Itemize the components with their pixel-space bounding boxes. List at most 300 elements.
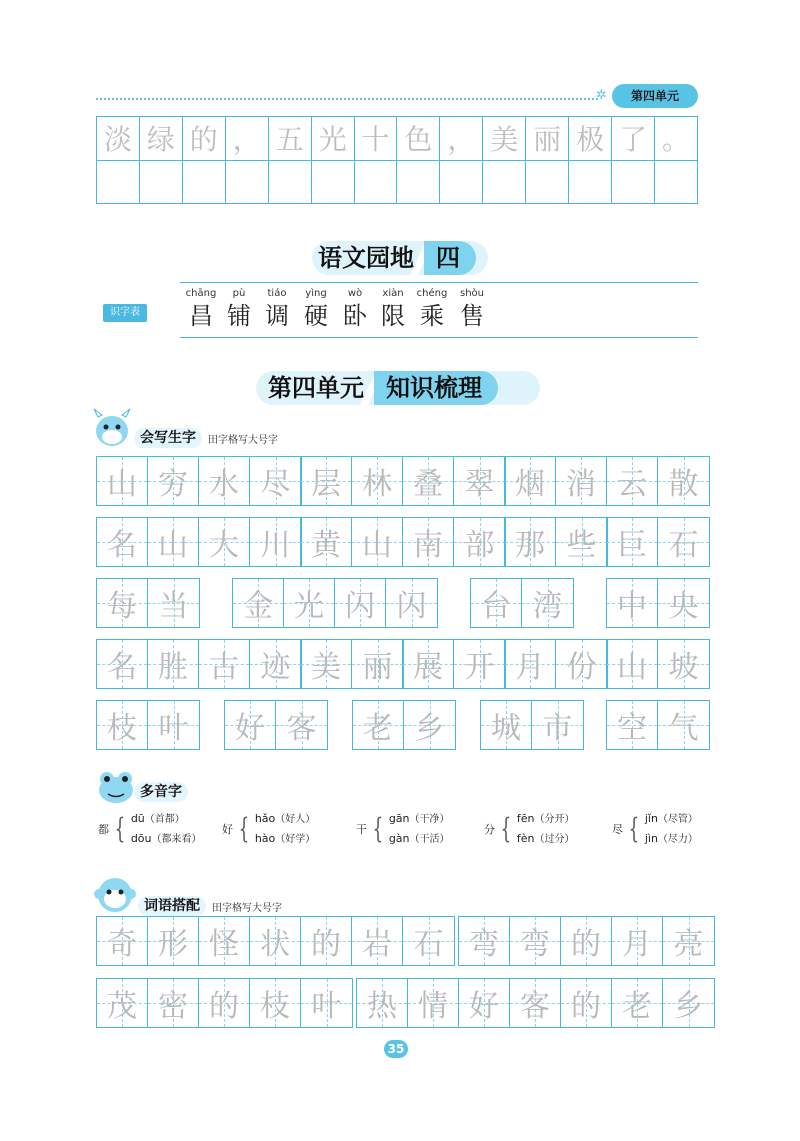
trace-char: 翠 xyxy=(464,467,495,502)
trace-char: 胜 xyxy=(158,650,188,685)
tianzige-cell[interactable] xyxy=(658,579,709,627)
brace-icon: { xyxy=(114,812,126,845)
shizibiao-item xyxy=(452,288,492,330)
write_rows-word-box[interactable] xyxy=(232,578,438,628)
tianzige-cell[interactable] xyxy=(97,579,148,627)
polyphone-entry xyxy=(612,809,698,849)
reading-line xyxy=(389,829,450,849)
tianzige-cell[interactable] xyxy=(459,979,510,1027)
yuwen-title-main: 语文园地 xyxy=(318,243,414,272)
copy-cell: 美 xyxy=(483,117,526,160)
shizibiao-item xyxy=(181,288,221,330)
copy-cell: 。 xyxy=(661,123,690,157)
tianzige-cell[interactable] xyxy=(454,640,505,688)
write_rows-word-box[interactable] xyxy=(224,700,328,750)
trace-char: 老 xyxy=(363,711,393,746)
polyphone-char: 干 xyxy=(356,823,367,836)
poly-section-label xyxy=(134,782,188,802)
tianzige-cell[interactable] xyxy=(357,979,408,1027)
trace-char: 的 xyxy=(571,989,601,1024)
copy-empty-cell[interactable] xyxy=(97,161,140,203)
reading-example: （干活） xyxy=(409,834,450,845)
polyphone-char: 分 xyxy=(484,823,495,836)
shizibiao-top-line xyxy=(180,282,698,283)
trace-char: 金 xyxy=(243,589,273,624)
reading-pinyin: hǎo xyxy=(254,812,276,825)
trace-char: 光 xyxy=(294,589,324,624)
pinyin: wò xyxy=(347,288,363,299)
frog-mascot-icon xyxy=(96,768,136,804)
trace-char: 枝 xyxy=(107,711,137,746)
tianzige-cell[interactable] xyxy=(199,518,250,566)
tianzige-cell[interactable] xyxy=(352,518,403,566)
hanzi: 铺 xyxy=(227,302,251,330)
write_rows-word-box[interactable] xyxy=(300,639,404,689)
polyphone-entry xyxy=(222,809,315,849)
reading-line xyxy=(131,809,202,829)
shizibiao-item xyxy=(373,288,413,330)
trace-char: 迹 xyxy=(260,650,291,685)
trace-char: 山 xyxy=(107,467,137,502)
trace-char: 巨 xyxy=(617,528,647,563)
tianzige-cell[interactable] xyxy=(561,979,612,1027)
trace-char: 枝 xyxy=(260,989,290,1024)
tianzige-cell[interactable] xyxy=(199,917,250,965)
trace-char: 叶 xyxy=(311,989,342,1024)
write_rows-word-box[interactable] xyxy=(300,517,506,567)
reading-line xyxy=(645,809,698,829)
trace-char: 状 xyxy=(260,927,290,962)
tianzige-cell[interactable] xyxy=(607,518,658,566)
trace-char: 山 xyxy=(158,528,188,563)
trace-char: 大 xyxy=(209,528,239,563)
monkey-mascot-icon xyxy=(94,874,136,914)
yuwen-title xyxy=(312,241,476,275)
tianzige-cell[interactable] xyxy=(658,640,709,688)
reading-line xyxy=(517,829,575,849)
tianzige-cell[interactable] xyxy=(532,701,583,749)
reading-example: （过分） xyxy=(534,834,575,845)
collocations-word-box[interactable] xyxy=(96,916,455,966)
tianzige-cell[interactable] xyxy=(556,518,607,566)
trace-char: 情 xyxy=(418,989,448,1024)
tianzige-cell[interactable] xyxy=(148,579,199,627)
tianzige-cell[interactable] xyxy=(352,917,403,965)
reading-pinyin: jìn xyxy=(644,832,658,845)
trace-char: 部 xyxy=(464,528,495,563)
poly-section-title: 多音字 xyxy=(134,782,188,802)
copy-empty-cell[interactable] xyxy=(183,161,226,203)
reading-pinyin: dū xyxy=(130,812,145,825)
trace-char: 开 xyxy=(464,650,495,685)
trace-char: 的 xyxy=(209,989,239,1024)
write_rows-word-box[interactable] xyxy=(504,456,710,506)
tianzige-cell[interactable] xyxy=(284,579,335,627)
trace-char: 好 xyxy=(469,989,499,1024)
trace-char: 当 xyxy=(158,589,189,624)
tianzige-cell[interactable] xyxy=(505,457,556,505)
tianzige-cell[interactable] xyxy=(658,457,709,505)
page-number: 35 xyxy=(384,1040,408,1058)
brace-icon: { xyxy=(500,812,512,845)
trace-char: 月 xyxy=(622,927,652,962)
brace-icon: { xyxy=(238,812,250,845)
pinyin: yìng xyxy=(305,288,327,299)
copy-empty-cell[interactable] xyxy=(526,161,569,203)
tianzige-cell[interactable] xyxy=(335,579,386,627)
pinyin: chéng xyxy=(416,288,448,299)
pinyin: chāng xyxy=(185,288,217,299)
trace-char: 石 xyxy=(413,927,444,962)
hanzi: 昌 xyxy=(189,302,213,330)
tianzige-cell[interactable] xyxy=(510,917,561,965)
trace-char: 那 xyxy=(515,528,545,563)
write_rows-word-box[interactable] xyxy=(606,517,710,567)
write_rows-word-box[interactable] xyxy=(300,456,506,506)
copy-empty-cell[interactable] xyxy=(140,161,183,203)
copy-empty-cell[interactable] xyxy=(355,161,398,203)
trace-char: 气 xyxy=(668,711,699,746)
tianzige-cell[interactable] xyxy=(352,640,403,688)
trace-char: 亮 xyxy=(673,927,704,962)
write_rows-word-box[interactable] xyxy=(352,700,456,750)
summary-title-sub: 知识梳理 xyxy=(374,371,498,405)
trace-char: 黄 xyxy=(311,528,341,563)
tianzige-cell[interactable] xyxy=(505,640,556,688)
copy-cell: 的 xyxy=(183,117,226,160)
tianzige-cell[interactable] xyxy=(301,518,352,566)
reading-line xyxy=(517,809,575,829)
tianzige-cell[interactable] xyxy=(250,518,301,566)
hanzi: 限 xyxy=(381,302,405,330)
copy-cell: 绿 xyxy=(140,117,183,160)
reading-pinyin: hào xyxy=(254,832,276,845)
summary-title xyxy=(262,371,498,405)
tianzige-cell[interactable] xyxy=(386,579,437,627)
write_rows-word-box[interactable] xyxy=(470,578,574,628)
trace-char: 山 xyxy=(362,528,392,563)
collocation-section-sub: 田字格写大号字 xyxy=(212,902,282,914)
collocations-word-box[interactable] xyxy=(356,978,715,1028)
trace-char: 叶 xyxy=(158,711,189,746)
copy-empty-cell[interactable] xyxy=(440,161,483,203)
trace-char: 空 xyxy=(617,711,647,746)
polyphone-entry xyxy=(98,809,202,849)
polyphone-char: 都 xyxy=(98,823,109,836)
write-section-label xyxy=(134,428,278,448)
tianzige-cell[interactable] xyxy=(612,979,663,1027)
write_rows-word-box[interactable] xyxy=(606,578,710,628)
reading-pinyin: dōu xyxy=(130,832,152,845)
trace-char: 古 xyxy=(209,650,239,685)
trace-char: 的 xyxy=(571,927,601,962)
trace-char: 湾 xyxy=(532,589,563,624)
copy-empty-cell[interactable] xyxy=(483,161,526,203)
copy-cell: 五 xyxy=(269,117,312,160)
tianzige-cell[interactable] xyxy=(301,640,352,688)
tianzige-cell[interactable] xyxy=(250,917,301,965)
reading-example: （首都） xyxy=(144,814,185,825)
trace-char: 尽 xyxy=(260,467,291,502)
tianzige-cell[interactable] xyxy=(276,701,327,749)
write_rows-word-box[interactable] xyxy=(402,639,506,689)
write-section-title: 会写生字 xyxy=(134,428,202,448)
tianzige-cell[interactable] xyxy=(225,701,276,749)
trace-char: 月 xyxy=(515,650,545,685)
tianzige-cell[interactable] xyxy=(199,457,250,505)
tianzige-cell[interactable] xyxy=(250,457,301,505)
copy-cell: 淡 xyxy=(97,117,140,160)
tianzige-cell[interactable] xyxy=(607,640,658,688)
trace-char: 乡 xyxy=(414,711,445,746)
write_rows-word-box[interactable] xyxy=(96,517,302,567)
write_rows-word-box[interactable] xyxy=(606,639,710,689)
pinyin: pù xyxy=(232,288,246,299)
reading-pinyin: gān xyxy=(388,812,410,825)
copy-cell: 色 xyxy=(397,117,440,160)
tianzige-cell[interactable] xyxy=(250,979,301,1027)
trace-char: 穷 xyxy=(158,467,188,502)
shizibiao-item xyxy=(219,288,259,330)
tianzige-cell[interactable] xyxy=(481,701,532,749)
copy-cell: 了 xyxy=(612,117,655,160)
trace-char: 客 xyxy=(520,989,550,1024)
tianzige-cell[interactable] xyxy=(148,640,199,688)
tianzige-cell[interactable] xyxy=(607,579,658,627)
trace-char: 好 xyxy=(235,711,265,746)
collocation-section-label xyxy=(138,896,282,916)
write_rows-word-box[interactable] xyxy=(480,700,584,750)
trace-char: 丽 xyxy=(362,650,393,685)
tianzige-cell[interactable] xyxy=(522,579,573,627)
reading-example: （好人） xyxy=(275,814,316,825)
reading-example: （都来看） xyxy=(151,834,202,845)
trace-char: 每 xyxy=(107,589,137,624)
reading-line xyxy=(255,809,315,829)
tianzige-cell[interactable] xyxy=(510,979,561,1027)
trace-char: 美 xyxy=(311,650,341,685)
write_rows-word-box[interactable] xyxy=(96,578,200,628)
polyphone-entry xyxy=(484,809,574,849)
write_rows-word-box[interactable] xyxy=(504,517,608,567)
trace-char: 叠 xyxy=(413,467,443,502)
shizibiao-item xyxy=(335,288,375,330)
tianzige-cell[interactable] xyxy=(403,917,454,965)
trace-char: 市 xyxy=(542,711,573,746)
trace-char: 川 xyxy=(260,528,291,563)
trace-char: 坡 xyxy=(668,650,699,685)
tianzige-cell[interactable] xyxy=(97,457,148,505)
tianzige-cell[interactable] xyxy=(148,979,199,1027)
tianzige-cell[interactable] xyxy=(403,457,454,505)
trace-char: 展 xyxy=(413,650,443,685)
copy-cell: 丽 xyxy=(526,117,569,160)
tianzige-cell[interactable] xyxy=(301,979,352,1027)
collocations-word-box[interactable] xyxy=(458,916,715,966)
collocation-section-title: 词语搭配 xyxy=(138,896,206,916)
trace-char: 的 xyxy=(311,927,341,962)
reading-pinyin: fēn xyxy=(516,812,535,825)
copy-empty-cell[interactable] xyxy=(655,161,697,203)
trace-char: 央 xyxy=(668,589,699,624)
tianzige-cell[interactable] xyxy=(408,979,459,1027)
copy-cell: ， xyxy=(226,117,269,160)
collocations-word-box[interactable] xyxy=(96,978,353,1028)
trace-char: 茂 xyxy=(107,989,137,1024)
tianzige-cell[interactable] xyxy=(404,701,455,749)
tianzige-cell[interactable] xyxy=(148,518,199,566)
copy-cell: ， xyxy=(440,117,483,160)
trace-char: 水 xyxy=(209,467,239,502)
trace-char: 南 xyxy=(413,528,443,563)
trace-char: 闪 xyxy=(396,589,427,624)
trace-char: 层 xyxy=(311,467,341,502)
unit-tab: 第四单元 xyxy=(612,84,698,108)
header-dotted-line xyxy=(96,98,598,100)
tianzige-cell[interactable] xyxy=(199,979,250,1027)
hanzi: 硬 xyxy=(304,302,328,330)
tianzige-cell[interactable] xyxy=(148,457,199,505)
write_rows-word-box[interactable] xyxy=(96,456,302,506)
trace-char: 弯 xyxy=(469,927,499,962)
tianzige-cell[interactable] xyxy=(301,917,352,965)
tianzige-cell[interactable] xyxy=(658,518,709,566)
shizibiao-item xyxy=(412,288,452,330)
tianzige-cell[interactable] xyxy=(612,917,663,965)
trace-char: 密 xyxy=(158,989,188,1024)
pinyin: xiàn xyxy=(382,288,404,299)
tianzige-cell[interactable] xyxy=(471,579,522,627)
hanzi: 售 xyxy=(460,302,484,330)
write_rows-word-box[interactable] xyxy=(96,639,302,689)
trace-char: 中 xyxy=(617,589,647,624)
polyphone-char: 好 xyxy=(222,823,233,836)
brace-icon: { xyxy=(628,812,640,845)
tianzige-cell[interactable] xyxy=(403,518,454,566)
trace-char: 些 xyxy=(566,528,597,563)
trace-char: 怪 xyxy=(209,927,239,962)
tianzige-cell[interactable] xyxy=(250,640,301,688)
tianzige-cell[interactable] xyxy=(97,701,148,749)
reading-example: （干净） xyxy=(409,814,450,825)
tianzige-cell[interactable] xyxy=(97,917,148,965)
tianzige-cell[interactable] xyxy=(607,701,658,749)
tianzige-cell[interactable] xyxy=(561,917,612,965)
tianzige-cell[interactable] xyxy=(301,457,352,505)
sparkle-icon: ✲ xyxy=(596,88,607,103)
summary-title-main: 第四单元 xyxy=(268,373,364,402)
tianzige-cell[interactable] xyxy=(148,701,199,749)
write_rows-word-box[interactable] xyxy=(606,700,710,750)
tianzige-cell[interactable] xyxy=(97,979,148,1027)
reading-line xyxy=(645,829,698,849)
trace-char: 老 xyxy=(622,989,652,1024)
copy-cell: 十 xyxy=(355,117,398,160)
tianzige-cell[interactable] xyxy=(459,917,510,965)
copy-cell: 光 xyxy=(312,117,355,160)
copy-empty-cell[interactable] xyxy=(569,161,612,203)
copy-cell: 极 xyxy=(569,117,612,160)
tianzige-cell[interactable] xyxy=(199,640,250,688)
write-section-sub: 田字格写大号字 xyxy=(208,434,278,446)
tianzige-cell[interactable] xyxy=(663,917,714,965)
reading-example: （分开） xyxy=(534,814,575,825)
polyphone-char: 尽 xyxy=(612,823,623,836)
trace-char: 山 xyxy=(617,650,647,685)
trace-char: 名 xyxy=(107,528,137,563)
reading-example: （尽管） xyxy=(657,814,698,825)
polyphone-entry xyxy=(356,809,450,849)
tianzige-cell[interactable] xyxy=(352,457,403,505)
trace-char: 形 xyxy=(158,927,188,962)
shizibiao-item xyxy=(257,288,297,330)
reading-line xyxy=(255,829,315,849)
tianzige-cell[interactable] xyxy=(658,701,709,749)
reading-pinyin: gàn xyxy=(388,832,410,845)
reading-line xyxy=(389,809,450,829)
trace-char: 奇 xyxy=(107,927,137,962)
trace-char: 乡 xyxy=(673,989,704,1024)
cow-mascot-icon xyxy=(92,405,132,449)
tianzige-cell[interactable] xyxy=(233,579,284,627)
tianzige-cell[interactable] xyxy=(505,518,556,566)
pinyin: tiáo xyxy=(267,288,287,299)
write_rows-word-box[interactable] xyxy=(96,700,200,750)
tianzige-cell[interactable] xyxy=(556,640,607,688)
trace-char: 台 xyxy=(481,589,511,624)
tianzige-cell[interactable] xyxy=(454,457,505,505)
tianzige-cell[interactable] xyxy=(663,979,714,1027)
tianzige-cell[interactable] xyxy=(607,457,658,505)
write_rows-word-box[interactable] xyxy=(504,639,608,689)
tianzige-cell[interactable] xyxy=(148,917,199,965)
shizibiao-item xyxy=(296,288,336,330)
trace-char: 散 xyxy=(668,467,699,502)
tianzige-cell[interactable] xyxy=(97,640,148,688)
copy-empty-cell[interactable] xyxy=(397,161,440,203)
pinyin: shòu xyxy=(459,288,484,299)
copy-grid xyxy=(96,116,698,204)
tianzige-cell[interactable] xyxy=(556,457,607,505)
brace-icon: { xyxy=(372,812,384,845)
reading-example: （好学） xyxy=(275,834,316,845)
trace-char: 石 xyxy=(668,528,699,563)
copy-empty-cell[interactable] xyxy=(269,161,312,203)
trace-char: 云 xyxy=(617,467,647,502)
shizibiao-bottom-line xyxy=(180,337,698,338)
trace-char: 名 xyxy=(107,650,137,685)
tianzige-cell[interactable] xyxy=(97,518,148,566)
reading-example: （尽力） xyxy=(657,834,698,845)
reading-line xyxy=(131,829,202,849)
copy-empty-cell[interactable] xyxy=(612,161,655,203)
reading-pinyin: jǐn xyxy=(644,812,658,825)
trace-char: 闪 xyxy=(345,589,375,624)
tianzige-cell[interactable] xyxy=(353,701,404,749)
copy-empty-cell[interactable] xyxy=(226,161,269,203)
hanzi: 卧 xyxy=(343,302,367,330)
trace-char: 客 xyxy=(286,711,317,746)
trace-char: 林 xyxy=(362,467,392,502)
reading-pinyin: fèn xyxy=(516,832,535,845)
tianzige-cell[interactable] xyxy=(403,640,454,688)
trace-char: 弯 xyxy=(520,927,550,962)
shizibiao-label: 识字表 xyxy=(103,304,147,322)
yuwen-title-num: 四 xyxy=(424,241,476,275)
copy-empty-cell[interactable] xyxy=(312,161,355,203)
tianzige-cell[interactable] xyxy=(454,518,505,566)
hanzi: 调 xyxy=(265,302,289,330)
